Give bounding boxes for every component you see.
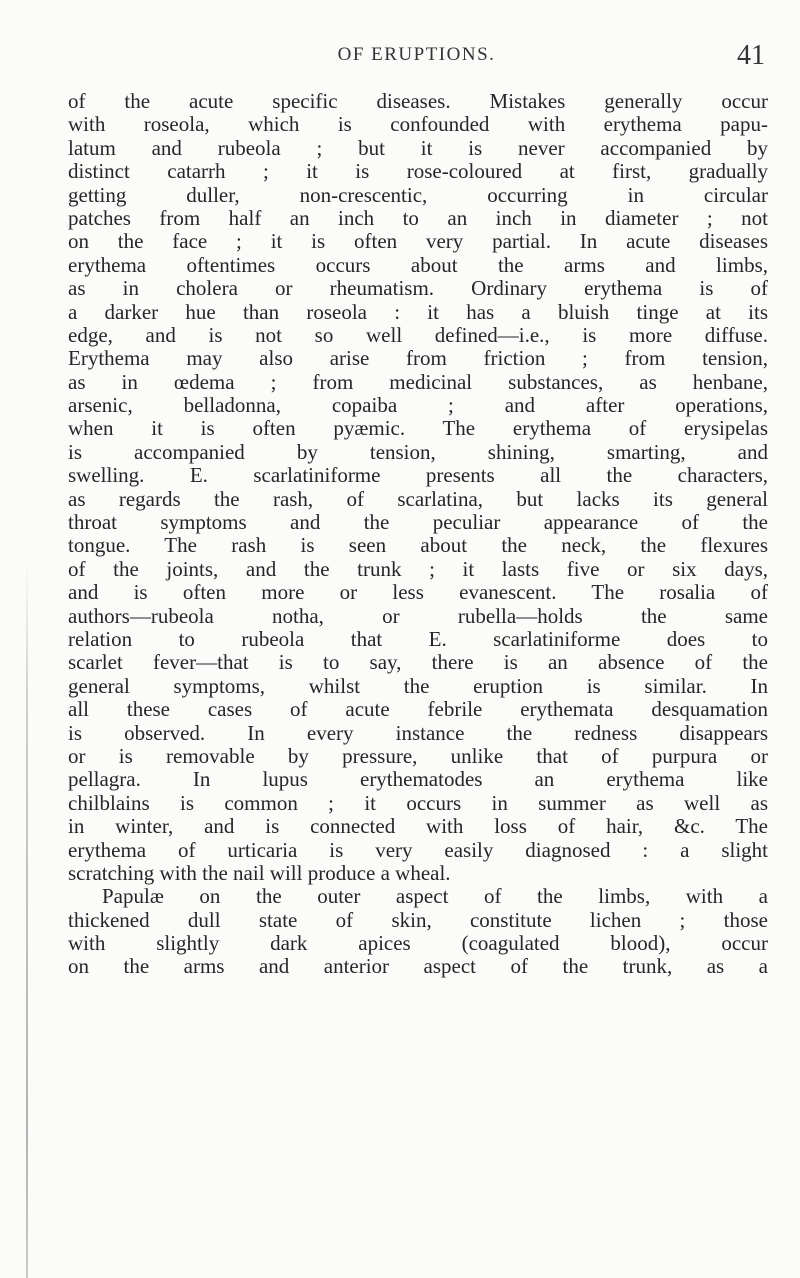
text-line: Erythema may also arise from friction ; from tension, (68, 347, 768, 371)
text-line-paragraph-start: Papulæ on the outer aspect of the limbs, with a (102, 885, 768, 909)
text-line: edge, and is not so well defined—i.e., is more diffuse. (68, 323, 768, 347)
text-line: authors—rubeola notha, or rubella—holds the same (68, 604, 768, 628)
text-line: distinct catarrh ; it is rose-coloured at first, gradually (68, 160, 768, 184)
text-line: on the face ; it is often very partial. In acute diseases (68, 230, 768, 254)
text-line: with roseola, which is confounded with erythema papu- (68, 113, 768, 137)
text-line: as regards the rash, of scarlatina, but lacks its general (68, 487, 768, 511)
text-line: thickened dull state of skin, constitute lichen ; those (68, 908, 768, 932)
running-title: OF ERUPTIONS. (337, 44, 496, 65)
text-line: pellagra. In lupus erythematodes an erythema like (68, 768, 768, 792)
text-line: erythema of urticaria is very easily diagnosed : a slight (68, 838, 768, 862)
text-line: in winter, and is connected with loss of hair, &c. The (68, 815, 768, 839)
running-head (68, 40, 765, 70)
text-line: chilblains is common ; it occurs in summer as well as (68, 791, 768, 815)
text-line: getting duller, non-crescentic, occurring in circular (68, 183, 768, 207)
text-line: of the joints, and the trunk ; it lasts five or six days, (68, 557, 768, 581)
text-line: is observed. In every instance the redness disappears (68, 721, 768, 745)
page-number: 41 (737, 40, 765, 71)
text-line: of the acute specific diseases. Mistakes generally occur (68, 90, 768, 113)
text-line: swelling. E. scarlatiniforme presents all the characters, (68, 464, 768, 488)
text-line: all these cases of acute febrile erythemata desquamation (68, 698, 768, 722)
body-text (68, 90, 768, 979)
text-line: arsenic, belladonna, copaiba ; and after operations, (68, 394, 768, 418)
text-line: on the arms and anterior aspect of the trunk, as a (68, 955, 768, 979)
text-line: scratching with the nail will produce a wheal. (68, 861, 451, 885)
text-line: patches from half an inch to an inch in diameter ; not (68, 206, 768, 230)
text-line: or is removable by pressure, unlike that of purpura or (68, 744, 768, 768)
scan-page-edge (26, 560, 28, 1278)
text-line: tongue. The rash is seen about the neck, the flexures (68, 534, 768, 558)
text-line: as in œdema ; from medicinal substances, as henbane, (68, 370, 768, 394)
text-line: as in cholera or rheumatism. Ordinary erythema is of (68, 277, 768, 301)
text-line: and is often more or less evanescent. The rosalia of (68, 581, 768, 605)
text-line: scarlet fever—that is to say, there is an absence of the (68, 651, 768, 675)
text-line: latum and rubeola ; but it is never accompanied by (68, 136, 768, 160)
text-line: is accompanied by tension, shining, smarting, and (68, 440, 768, 464)
text-line: erythema oftentimes occurs about the arms and limbs, (68, 253, 768, 277)
text-line: when it is often pyæmic. The erythema of erysipelas (68, 417, 768, 441)
text-line: throat symptoms and the peculiar appearance of the (68, 511, 768, 535)
text-line: a darker hue than roseola : it has a bluish tinge at its (68, 300, 768, 324)
text-line: with slightly dark apices (coagulated blood), occur (68, 932, 768, 956)
text-line: general symptoms, whilst the eruption is similar. In (68, 674, 768, 698)
text-line: relation to rubeola that E. scarlatiniforme does to (68, 627, 768, 651)
